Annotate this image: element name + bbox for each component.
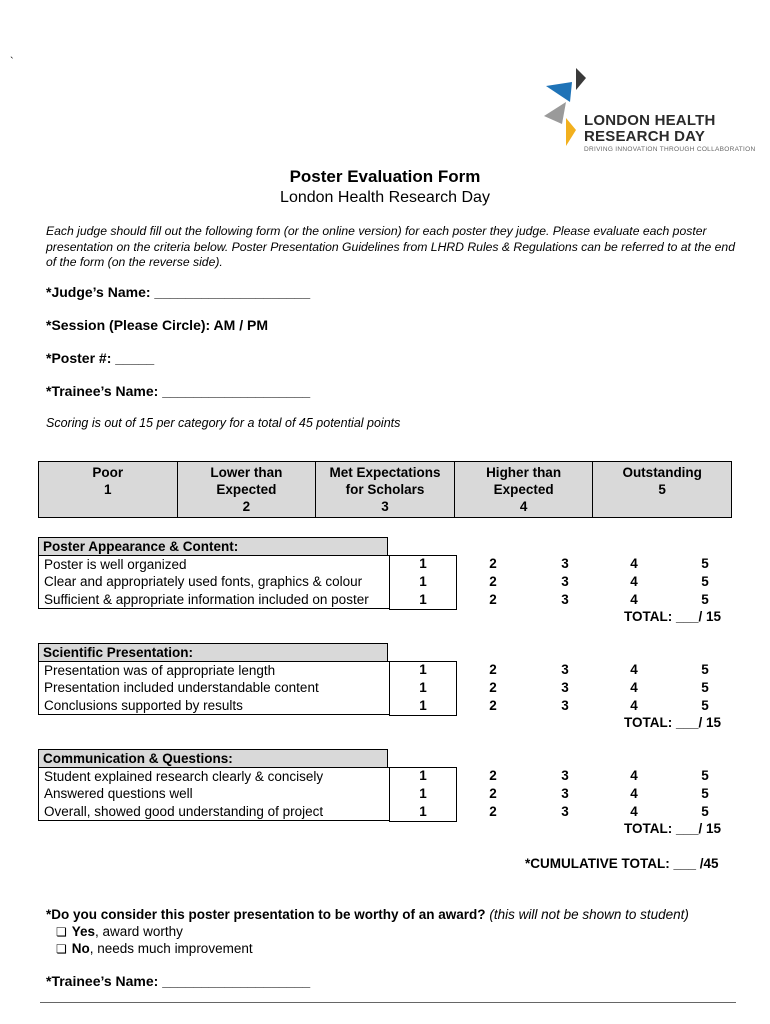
score-3[interactable]: 3 bbox=[561, 804, 569, 819]
score-5[interactable]: 5 bbox=[701, 662, 709, 677]
criteria-row bbox=[38, 803, 732, 821]
score-5[interactable]: 5 bbox=[701, 768, 709, 783]
score-4[interactable]: 4 bbox=[630, 662, 638, 677]
score-4[interactable]: 4 bbox=[630, 698, 638, 713]
score-3[interactable]: 3 bbox=[561, 592, 569, 607]
score-3[interactable]: 3 bbox=[561, 556, 569, 571]
award-option-yes[interactable] bbox=[56, 924, 183, 939]
section-title: Poster Appearance & Content: bbox=[38, 537, 388, 555]
rating-label: Poor bbox=[92, 465, 124, 480]
section-communication-questions bbox=[38, 749, 732, 836]
rating-label: 4 bbox=[519, 499, 528, 514]
criteria-row bbox=[38, 661, 732, 679]
score-2[interactable]: 2 bbox=[489, 804, 497, 819]
option-label-rest: , award worthy bbox=[95, 924, 183, 939]
rating-poor bbox=[39, 462, 178, 518]
score-5[interactable]: 5 bbox=[701, 574, 709, 589]
option-label-bold: Yes bbox=[71, 924, 96, 939]
criterion-label: Answered questions well bbox=[38, 785, 389, 803]
trainee-name-field[interactable]: *Trainee’s Name: ___________________ bbox=[46, 383, 311, 399]
section-poster-appearance bbox=[38, 537, 732, 624]
score-3[interactable]: 3 bbox=[561, 680, 569, 695]
criteria-row bbox=[38, 573, 732, 591]
checkbox-icon[interactable]: ❏ bbox=[56, 942, 67, 956]
score-1[interactable]: 1 bbox=[419, 680, 427, 695]
criteria-row bbox=[38, 591, 732, 609]
judge-name-field[interactable]: *Judge’s Name: ____________________ bbox=[46, 284, 311, 300]
criterion-label: Student explained research clearly & concisely bbox=[38, 767, 389, 785]
score-4[interactable]: 4 bbox=[630, 786, 638, 801]
score-2[interactable]: 2 bbox=[489, 662, 497, 677]
score-2[interactable]: 2 bbox=[489, 592, 497, 607]
stray-mark: ` bbox=[10, 56, 14, 68]
section-total[interactable]: TOTAL: ___/ 15 bbox=[624, 609, 722, 624]
score-2[interactable]: 2 bbox=[489, 574, 497, 589]
criterion-label: Presentation was of appropriate length bbox=[38, 661, 389, 679]
section-title: Scientific Presentation: bbox=[38, 643, 388, 661]
section-total[interactable]: TOTAL: ___/ 15 bbox=[624, 715, 722, 730]
criteria-row bbox=[38, 679, 732, 697]
criterion-label: Sufficient & appropriate information included on poster bbox=[38, 591, 389, 609]
score-4[interactable]: 4 bbox=[630, 768, 638, 783]
section-title: Communication & Questions: bbox=[38, 749, 388, 767]
score-4[interactable]: 4 bbox=[630, 804, 638, 819]
criteria-row bbox=[38, 697, 732, 715]
rating-label: 5 bbox=[658, 482, 666, 497]
score-1[interactable]: 1 bbox=[419, 786, 427, 801]
logo-tagline: DRIVING INNOVATION THROUGH COLLABORATION bbox=[584, 146, 756, 153]
score-1[interactable]: 1 bbox=[419, 592, 427, 607]
score-1[interactable]: 1 bbox=[419, 574, 427, 589]
criteria-row bbox=[38, 785, 732, 803]
rating-lower-than-expected bbox=[177, 462, 316, 518]
trainee-name-footer-field[interactable]: *Trainee’s Name: ___________________ bbox=[46, 973, 311, 989]
rating-label: for Scholars bbox=[345, 482, 425, 497]
rating-outstanding bbox=[593, 462, 732, 518]
poster-number-field[interactable]: *Poster #: _____ bbox=[46, 350, 155, 366]
logo-line2: RESEARCH DAY bbox=[584, 128, 706, 145]
rating-label: Outstanding bbox=[622, 465, 702, 480]
score-3[interactable]: 3 bbox=[561, 768, 569, 783]
rating-label: 3 bbox=[381, 499, 389, 514]
rating-label: Expected bbox=[216, 482, 277, 497]
option-label-bold: No bbox=[71, 941, 90, 956]
score-1[interactable]: 1 bbox=[419, 768, 427, 783]
criterion-label: Overall, showed good understanding of project bbox=[38, 803, 389, 821]
score-3[interactable]: 3 bbox=[561, 698, 569, 713]
option-label-rest: , needs much improvement bbox=[89, 941, 253, 956]
criteria-row bbox=[38, 767, 732, 785]
score-3[interactable]: 3 bbox=[561, 786, 569, 801]
score-5[interactable]: 5 bbox=[701, 680, 709, 695]
instructions: Each judge should fill out the following form (or the online version) for each poster they judge. Please evaluate each poster presentation on the criteria below. Poster Presentation Guidelines from LHRD Rules & Regulations can be referred to at the end of the form (on the reverse side). bbox=[46, 224, 735, 269]
score-5[interactable]: 5 bbox=[701, 786, 709, 801]
score-5[interactable]: 5 bbox=[701, 556, 709, 571]
score-1[interactable]: 1 bbox=[419, 556, 427, 571]
score-2[interactable]: 2 bbox=[489, 556, 497, 571]
score-5[interactable]: 5 bbox=[701, 698, 709, 713]
logo-line1: LONDON HEALTH bbox=[584, 112, 716, 129]
lhrd-logo bbox=[542, 68, 756, 158]
session-field[interactable]: *Session (Please Circle): AM / PM bbox=[46, 317, 268, 333]
score-5[interactable]: 5 bbox=[701, 804, 709, 819]
criterion-label: Poster is well organized bbox=[38, 555, 389, 573]
rating-label: 1 bbox=[104, 482, 112, 497]
score-2[interactable]: 2 bbox=[489, 680, 497, 695]
rating-label: Lower than bbox=[210, 465, 283, 480]
criterion-label: Clear and appropriately used fonts, graphics & colour bbox=[38, 573, 389, 591]
score-4[interactable]: 4 bbox=[630, 574, 638, 589]
page-subtitle: London Health Research Day bbox=[280, 189, 490, 206]
rating-label: Expected bbox=[493, 482, 554, 497]
score-5[interactable]: 5 bbox=[701, 592, 709, 607]
bottom-divider bbox=[40, 1002, 736, 1003]
page-title: Poster Evaluation Form bbox=[289, 167, 481, 186]
rating-higher-than-expected bbox=[454, 462, 593, 518]
score-2[interactable]: 2 bbox=[489, 786, 497, 801]
score-4[interactable]: 4 bbox=[630, 556, 638, 571]
award-question bbox=[46, 907, 689, 922]
award-question-note: (this will not be shown to student) bbox=[489, 907, 689, 922]
score-3[interactable]: 3 bbox=[561, 662, 569, 677]
rating-label: 2 bbox=[242, 499, 251, 514]
score-1[interactable]: 1 bbox=[419, 698, 427, 713]
score-1[interactable]: 1 bbox=[419, 804, 427, 819]
award-question-text: *Do you consider this poster presentation to be worthy of an award? bbox=[46, 907, 486, 922]
award-option-no[interactable] bbox=[56, 941, 253, 956]
rating-label: Met Expectations bbox=[329, 465, 441, 480]
logo-chevrons-icon bbox=[542, 68, 586, 148]
criteria-row bbox=[38, 555, 732, 573]
score-3[interactable]: 3 bbox=[561, 574, 569, 589]
criterion-label: Conclusions supported by results bbox=[38, 697, 389, 715]
section-total[interactable]: TOTAL: ___/ 15 bbox=[624, 821, 722, 836]
cumulative-total[interactable]: *CUMULATIVE TOTAL: ___ /45 bbox=[525, 856, 719, 871]
checkbox-icon[interactable]: ❏ bbox=[56, 925, 67, 939]
score-4[interactable]: 4 bbox=[630, 592, 638, 607]
rating-met-expectations bbox=[316, 462, 455, 518]
score-1[interactable]: 1 bbox=[419, 662, 427, 677]
section-scientific-presentation bbox=[38, 643, 732, 730]
score-2[interactable]: 2 bbox=[489, 698, 497, 713]
rating-scale-table bbox=[38, 461, 732, 518]
criterion-label: Presentation included understandable content bbox=[38, 679, 389, 697]
scoring-note: Scoring is out of 15 per category for a total of 45 potential points bbox=[46, 416, 401, 430]
score-4[interactable]: 4 bbox=[630, 680, 638, 695]
rating-label: Higher than bbox=[486, 465, 562, 480]
score-2[interactable]: 2 bbox=[489, 768, 497, 783]
